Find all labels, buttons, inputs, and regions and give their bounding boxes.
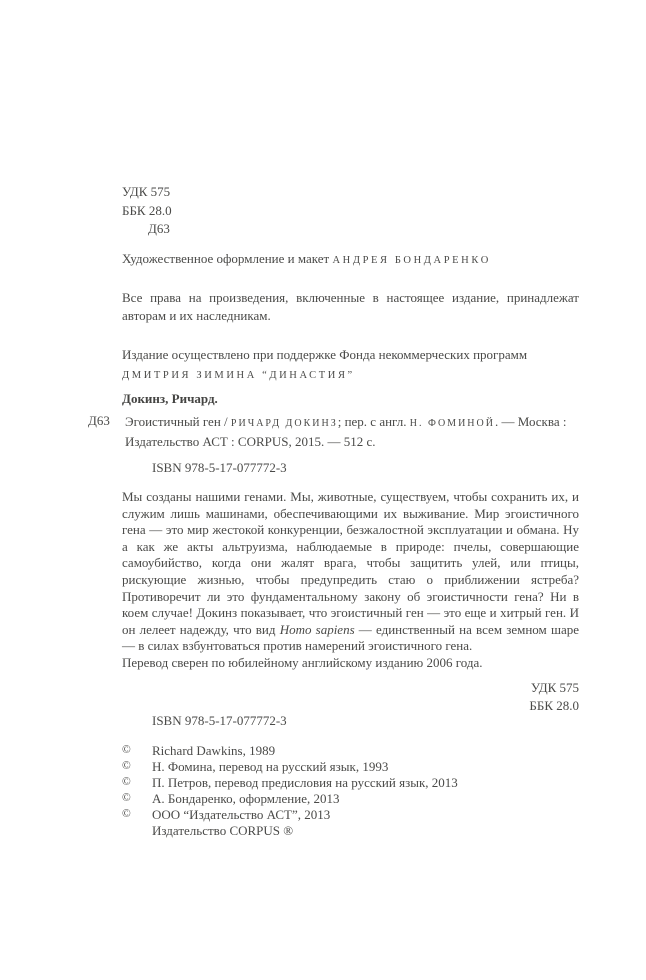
- copyright-symbol: ©: [122, 775, 131, 788]
- copyright-text: ООО “Издательство АСТ”, 2013: [152, 806, 331, 822]
- udk-code: УДК 575: [122, 184, 171, 199]
- catalog-title: Эгоистичный ген /: [125, 414, 231, 429]
- top-codes-block: [122, 183, 172, 239]
- copyright-text: Издательство CORPUS ®: [152, 822, 294, 838]
- sponsor-name: ДМИТРИЯ ЗИМИНА “ДИНАСТИЯ”: [122, 369, 355, 381]
- bbk-code: ББК 28.0: [122, 202, 172, 218]
- copyright-text: А. Бондаренко, оформление, 2013: [152, 790, 340, 806]
- copyright-item: [122, 759, 458, 775]
- copyright-symbol: ©: [122, 807, 131, 820]
- copyright-item: [122, 775, 458, 791]
- udk-code-bottom: УДК 575: [530, 680, 579, 695]
- catalog-entry-index: Д63: [88, 413, 110, 428]
- annotation-text-2: — единственный на всем земном шаре — в силах взбунтоваться против намерений эгоистичного гена.: [122, 621, 579, 654]
- annotation-paragraph: [122, 489, 579, 655]
- catalog-author-heading: Докинз, Ричард.: [122, 391, 218, 406]
- catalog-publisher-line: Издательство АСТ : CORPUS, 2015. — 512 с.: [125, 434, 376, 449]
- catalog-author-caps: РИЧАРД ДОКИНЗ: [230, 418, 338, 429]
- copyright-item: [122, 791, 458, 807]
- copyright-symbol: ©: [122, 759, 131, 772]
- bottom-codes-block: [122, 679, 579, 714]
- copyright-item: [122, 807, 458, 823]
- sponsor-note: [122, 345, 527, 386]
- copyright-list: [122, 743, 458, 838]
- design-credit-prefix: Художественное оформление и макет: [122, 251, 333, 266]
- copyright-text: Richard Dawkins, 1989: [152, 743, 276, 758]
- copyright-item: [122, 823, 458, 839]
- annotation-text-1: Мы созданы нашими генами. Мы, животные, существуем, чтобы сохранить их, и служим лишь машинами, обеспечивающими их выживание. Мир эгоистичного гена — это мир жестокой конкуренции, безжалостной эксплуатации и обмана. Ну а как же акты альтруизма, наблюдаемые в природе: пчелы, совершающие самоубийство, когда они жалят врага, чтобы защитить улей, или птицы, рискующие жизнью, чтобы предупредить стаю о приближении ястреба? Противоречит ли это фундаментальному закону об эгоистичности гена? Ни в коем случае! Докинз показывает, что эгоистичный ген — это еще и хитрый ген. И он лелеет надежду, что вид: [122, 489, 579, 637]
- catalog-sep1: ; пер. с англ.: [337, 414, 410, 429]
- copyright-text: Н. Фомина, перевод на русский язык, 1993: [152, 758, 389, 774]
- catalog-sep2: . — Москва :: [494, 414, 567, 429]
- catalog-entry: [125, 413, 566, 451]
- copyright-symbol: [122, 823, 152, 839]
- copyright-item: [122, 743, 458, 759]
- design-credit: [122, 251, 491, 267]
- translation-note: Перевод сверен по юбилейному английскому изданию 2006 года.: [122, 654, 483, 670]
- annotation-block: [122, 489, 579, 672]
- annotation-latin-species: Homo sapiens: [279, 621, 355, 637]
- copyright-symbol: ©: [122, 791, 131, 804]
- bbk-code-bottom: ББК 28.0: [529, 697, 579, 713]
- isbn-top: ISBN 978-5-17-077772-3: [152, 460, 287, 475]
- sponsor-note-line1: Издание осуществлено при поддержке Фонда некоммерческих программ: [122, 347, 528, 362]
- isbn-bottom: ISBN 978-5-17-077772-3: [152, 713, 287, 728]
- catalog-index-code: Д63: [148, 221, 170, 236]
- rights-note: Все права на произведения, включенные в настоящее издание, принадлежат авторам и их наследникам.: [122, 290, 579, 324]
- designer-name: АНДРЕЯ БОНДАРЕНКО: [332, 255, 491, 266]
- copyright-symbol: ©: [122, 744, 131, 756]
- catalog-translator-caps: Н. ФОМИНОЙ: [409, 418, 495, 429]
- copyright-text: П. Петров, перевод предисловия на русский язык, 2013: [152, 774, 458, 790]
